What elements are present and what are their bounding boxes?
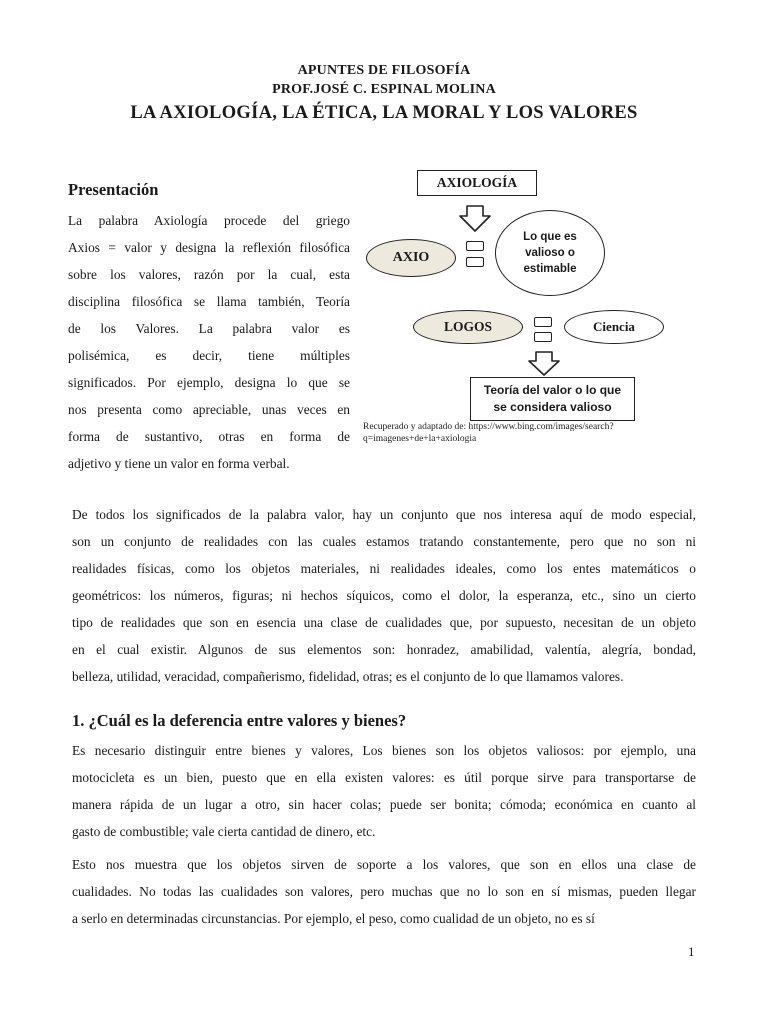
equals-top-bar-icon: [466, 241, 484, 251]
presentation-line: forma de sustantivo, otras en forma de: [68, 429, 350, 444]
image-credit-line2: q=imagenes+de+la+axiologia: [363, 434, 477, 444]
ciencia-ellipse: Ciencia: [564, 310, 664, 344]
intro-line: De todos los significados de la palabra valor, hay un conjunto que nos interesa aquí de modo especial,: [72, 507, 696, 522]
section1-paragraph1: [72, 737, 696, 845]
down-arrow-icon: [458, 205, 492, 233]
intro-line: son un conjunto de realidades con las cuales estamos tratando constantemente, pero que no son ni: [72, 534, 696, 549]
presentation-line: significados. Por ejemplo, designa lo que se: [68, 375, 350, 390]
professor-name: PROF.JOSÉ C. ESPINAL MOLINA: [272, 82, 496, 97]
equals-bottom-bar-icon: [466, 257, 484, 267]
intro-line: realidades físicas, como los objetos materiales, ni realidades ideales, como los entes matemáticos o: [72, 561, 696, 576]
course-title: APUNTES DE FILOSOFÍA: [297, 63, 471, 78]
logos-ellipse: LOGOS: [413, 310, 523, 344]
presentation-heading: Presentación: [68, 180, 159, 199]
axio-ellipse: AXIO: [366, 239, 456, 277]
section1-paragraph2: [72, 851, 696, 932]
intro-line: geométricos: los números, figuras; ni hechos síquicos, como el dolor, la esperanza, etc., sino un cierto: [72, 588, 696, 603]
intro-line: tipo de realidades que son en esencia una clase de cualidades que, por supuesto, necesitan de un objeto: [72, 615, 696, 630]
equals-bottom-bar-icon: [534, 332, 552, 342]
teoria-box: Teoría del valor o lo que se considera valioso: [470, 377, 635, 421]
axiologia-box: AXIOLOGÍA: [417, 170, 537, 196]
section1-p2-line: a serlo en determinadas circunstancias. Por ejemplo, el peso, como cualidad de un objeto, no es sí: [72, 911, 595, 926]
section1-p1-line: gasto de combustible; vale cierta cantidad de dinero, etc.: [72, 824, 376, 839]
equals-top-bar-icon: [534, 317, 552, 327]
intro-line: belleza, utilidad, veracidad, compañerismo, fidelidad, otras; es el conjunto de lo que llamamos valores.: [72, 669, 624, 684]
presentation-line: sobre los valores, razón por la cual, esta: [68, 267, 350, 282]
presentation-line: polisémica, es decir, tiene múltiples: [68, 348, 350, 363]
presentation-line: adjetivo y tiene un valor en forma verbal.: [68, 456, 290, 471]
valioso-ellipse: Lo que es valioso o estimable: [495, 210, 605, 296]
image-credit-line1: Recuperado y adaptado de: https://www.bing.com/images/search?: [363, 422, 614, 432]
section1-p1-line: manera rápida de un lugar a otro, sin hacer colas; puede ser bonita; cómoda; económica en cuanto al: [72, 797, 696, 812]
section1-p2-line: Esto nos muestra que los objetos sirven de soporte a los valores, que son en ellos una clase de: [72, 857, 696, 872]
presentation-line: nos presenta como apreciable, unas veces en: [68, 402, 350, 417]
presentation-line: Axios = valor y designa la reflexión filosófica: [68, 240, 350, 255]
axiology-diagram: [360, 165, 670, 455]
section1-p1-line: motocicleta es un bien, puesto que en ella existen valores: es útil porque sirve para transportarse de: [72, 770, 696, 785]
document-title: LA AXIOLOGÍA, LA ÉTICA, LA MORAL Y LOS VALORES: [130, 103, 638, 123]
down-arrow-icon: [527, 351, 561, 377]
intro-line: en el cual existir. Algunos de sus elementos son: honradez, amabilidad, valentía, alegría, bondad,: [72, 642, 696, 657]
section1-heading: 1. ¿Cuál es la deferencia entre valores y bienes?: [72, 711, 407, 730]
page-number: 1: [688, 944, 695, 959]
presentation-line: de los Valores. La palabra valor es: [68, 321, 350, 336]
presentation-line: La palabra Axiología procede del griego: [68, 213, 350, 228]
intro-paragraph: [72, 501, 696, 690]
presentation-paragraph: [68, 207, 350, 477]
section1-p2-line: cualidades. No todas las cualidades son valores, pero muchas que no lo son en sí mismas, pueden llegar: [72, 884, 696, 899]
presentation-line: disciplina filosófica se llama también, Teoría: [68, 294, 350, 309]
section1-p1-line: Es necesario distinguir entre bienes y valores, Los bienes son los objetos valiosos: por ejemplo, una: [72, 743, 696, 758]
